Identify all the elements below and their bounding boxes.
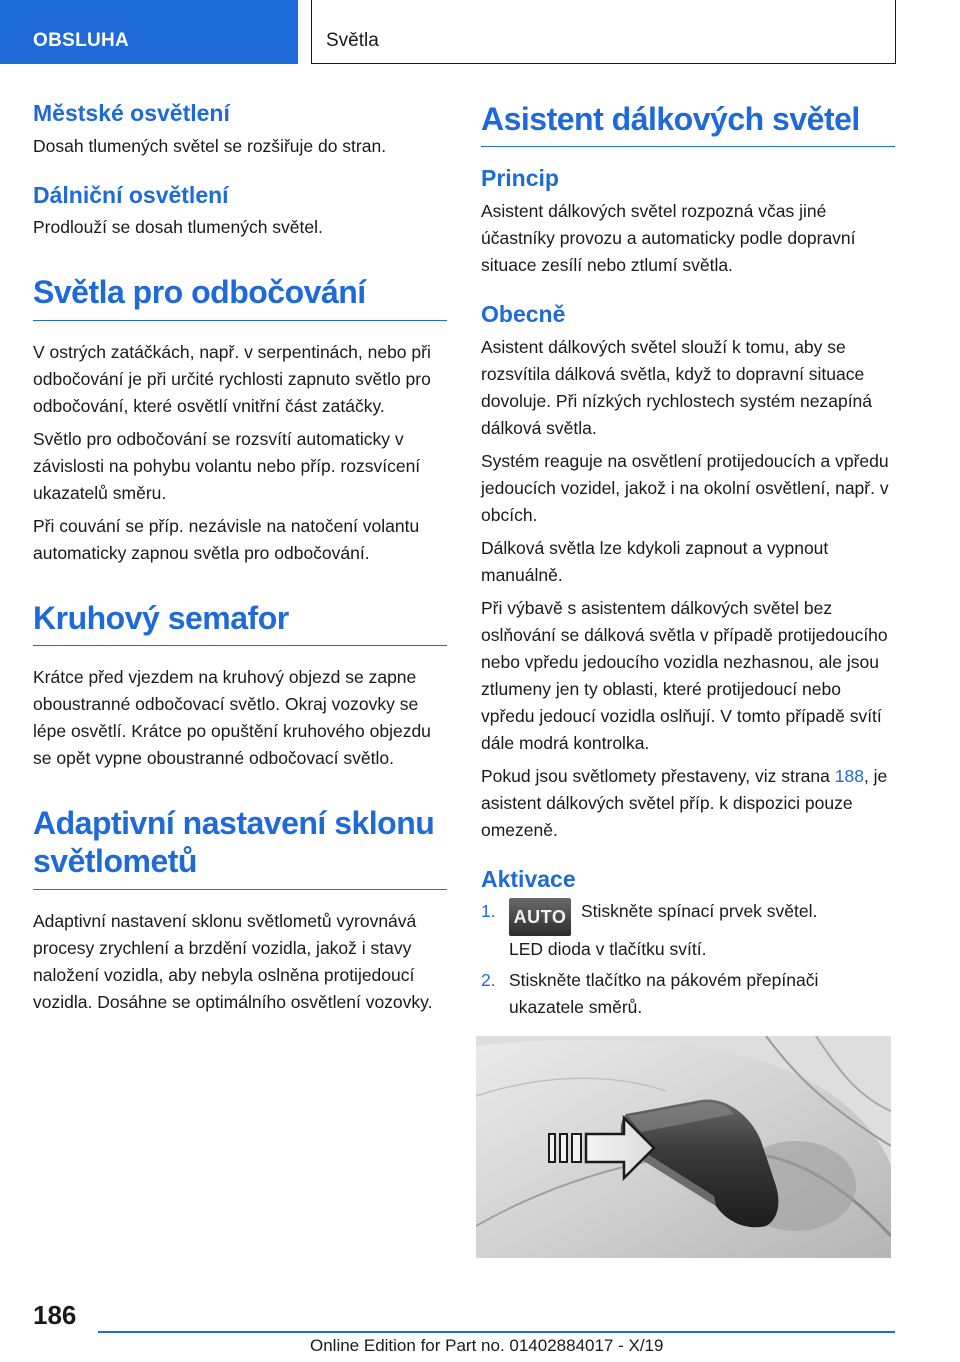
heading-semafor: Kruhový semafor bbox=[33, 599, 447, 646]
page-number: 186 bbox=[33, 1300, 77, 1330]
heading-odbocovani: Světla pro odbočování bbox=[33, 273, 447, 320]
text-semafor-1: Krátce před vjezdem na kruhový objezd se zapne oboustranné odbočovací světlo. Okraj vozovky se lépe osvětlí. Krátce po opuštění kruhového objezdu se opět vypne oboustranné odbočovací světlo. bbox=[33, 666, 431, 768]
step-2-text: Stiskněte tlačítko na pákovém přepínači ukazatele směrů. bbox=[509, 970, 819, 1018]
step-1 bbox=[481, 898, 895, 963]
heading-dalnicni: Dálniční osvětlení bbox=[33, 181, 229, 208]
header-section-label: OBSLUHA bbox=[33, 30, 130, 51]
heading-mestske: Městské osvětlení bbox=[33, 100, 230, 126]
footer-edition: Online Edition for Part no. 01402884017 - X/19 bbox=[310, 1336, 664, 1355]
text-adaptivni-1: Adaptivní nastavení sklonu světlometů vyrovnává procesy zrychlení a brzdění vozidla, jakož i stavy naložení vozidla, aby nebyla oslněna protijedoucí vozidla. Dosáhne se optimálního osvětlení vozovky. bbox=[33, 910, 433, 1012]
step-1-text: Stiskněte spínací prvek světel. bbox=[581, 901, 818, 922]
text-odbocovani-2: Světlo pro odbočování se rozsvítí automaticky v závislosti na pohybu volantu nebo příp. rozsvícení ukazatelů směru. bbox=[33, 428, 421, 503]
auto-button-label: AUTO bbox=[513, 907, 567, 928]
text-mestske: Dosah tlumených světel se rozšiřuje do stran. bbox=[33, 135, 387, 156]
text-odbocovani-1: V ostrých zatáčkách, např. v serpentinách, nebo při odbočování je při určité rychlosti zapnuto světlo pro odbočování, které osvětlí vnitřní část zatáčky. bbox=[33, 341, 431, 416]
heading-princip: Princip bbox=[481, 165, 559, 192]
right-column bbox=[481, 100, 895, 1025]
step-2-number: 2. bbox=[481, 970, 496, 991]
header-chapter-label: Světla bbox=[326, 30, 379, 51]
text-odbocovani-3: Při couvání se příp. nezávisle na natočení volantu automaticky zapnou světla pro odbočování. bbox=[33, 515, 420, 563]
heading-asistent: Asistent dálkových světel bbox=[481, 100, 895, 147]
activation-steps bbox=[481, 898, 895, 1021]
text-obecne-2: Systém reaguje na osvětlení protijedoucích a vpředu jedoucích vozidel, jakož i na okolní osvětlení, např. v obcích. bbox=[481, 450, 889, 525]
text-obecne-1: Asistent dálkových světel slouží k tomu, aby se rozsvítila dálková světla, když to dopravní situace dovoluje. Při nízkých rychlostech systém nezapíná dálková světla. bbox=[481, 336, 873, 438]
heading-obecne: Obecně bbox=[481, 300, 566, 327]
text-obecne-5 bbox=[481, 763, 895, 844]
heading-adaptivni: Adaptivní nastavení sklonu světlometů bbox=[33, 804, 447, 890]
left-column bbox=[33, 100, 447, 1022]
text-obecne-4: Při výbavě s asistentem dálkových světel bez oslňování se dálková světla v případě protijedoucího nebo vpředu jedoucího vozidla nezhasnou, ale jsou ztlumeny jen ty oblasti, které protijedoucí nebo vpředu jedoucí vozidla oslňují. V tomto případě svítí dále modrá kontrolka. bbox=[481, 597, 888, 753]
text-princip-1: Asistent dálkových světel rozpozná včas jiné účastníky provozu a automaticky podle dopravní situace zesílí nebo ztlumí světla. bbox=[481, 200, 856, 275]
text-obecne-5-after: , je asistent dálkových světel příp. k dispozici pouze omezeně. bbox=[481, 765, 888, 840]
text-dalnicni: Prodlouží se dosah tlumených světel. bbox=[33, 217, 323, 238]
step-2 bbox=[481, 967, 895, 1021]
heading-aktivace: Aktivace bbox=[481, 865, 576, 892]
step-1-subtext: LED dioda v tlačítku svítí. bbox=[509, 939, 707, 960]
page-link-188[interactable]: 188 bbox=[834, 765, 864, 786]
footer-divider bbox=[98, 1331, 895, 1333]
turn-signal-lever-illustration bbox=[476, 1036, 891, 1258]
turn-signal-lever-figure bbox=[476, 1036, 891, 1258]
header-section-tab bbox=[0, 0, 298, 64]
text-obecne-3: Dálková světla lze kdykoli zapnout a vypnout manuálně. bbox=[481, 537, 829, 585]
header-chapter-tab bbox=[311, 0, 896, 64]
step-1-number: 1. bbox=[481, 901, 496, 922]
text-obecne-5-before: Pokud jsou světlomety přestaveny, viz strana bbox=[481, 765, 835, 786]
auto-button-icon bbox=[509, 898, 571, 936]
